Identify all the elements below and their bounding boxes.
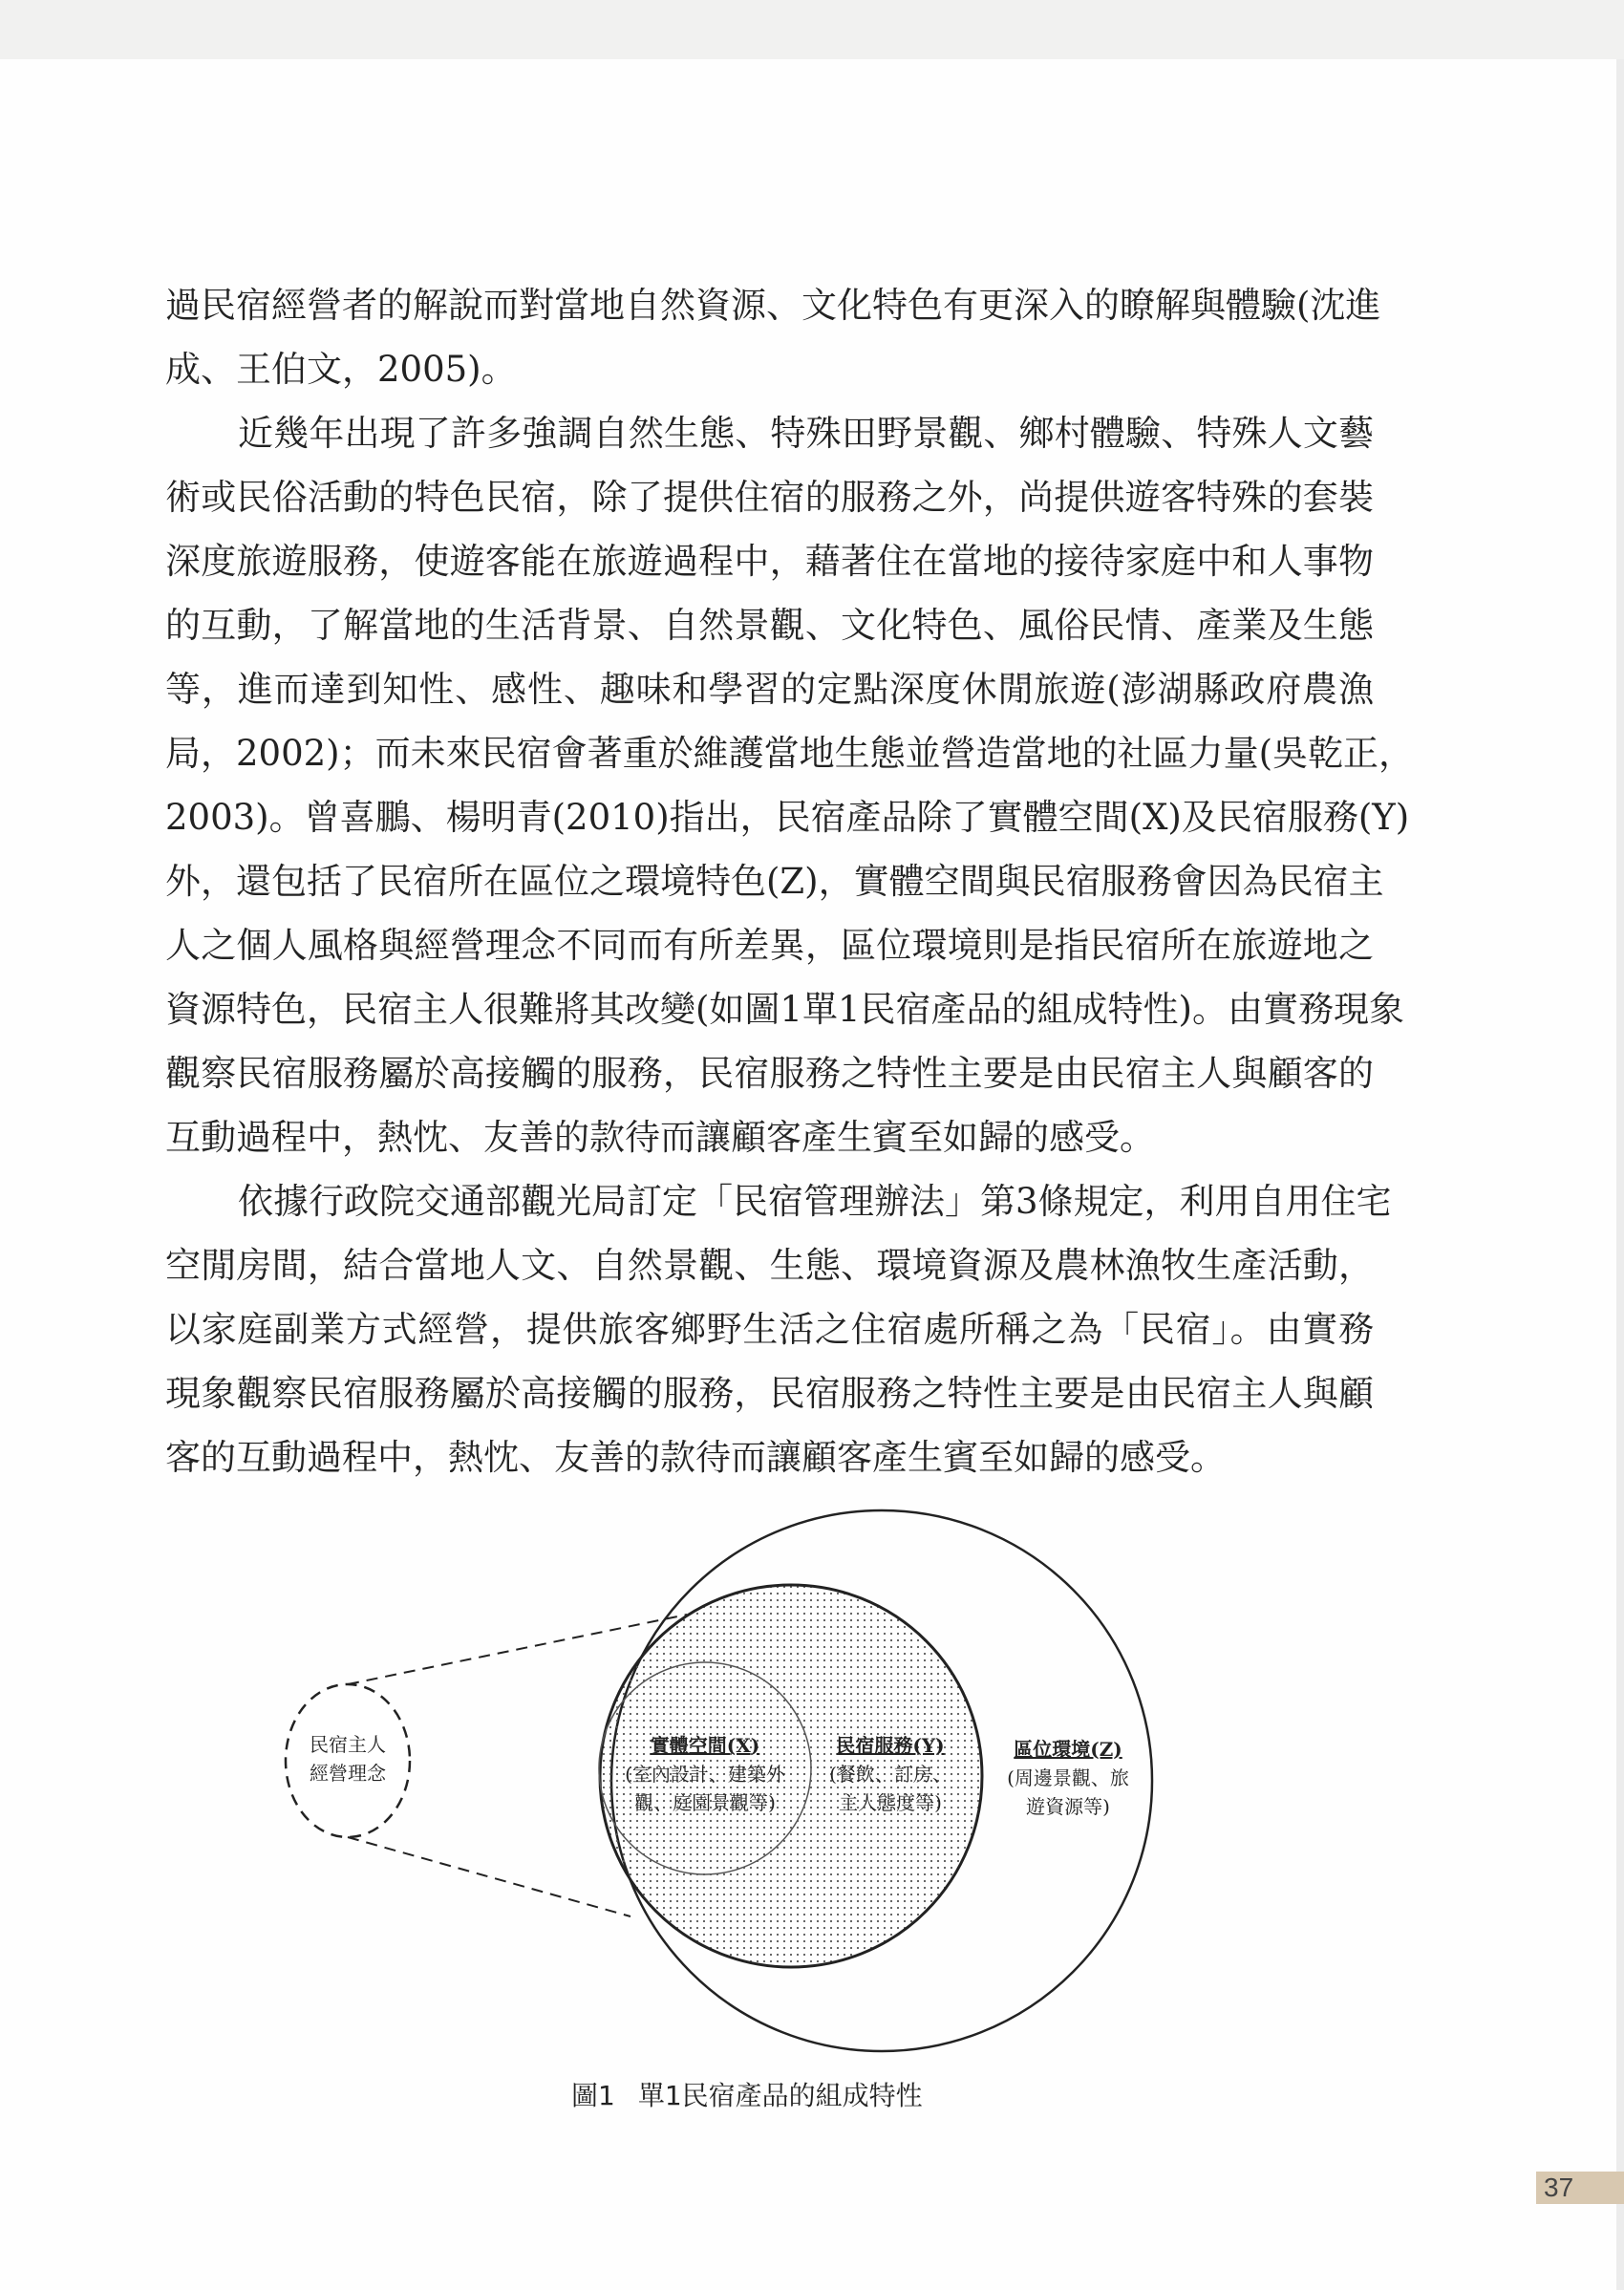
text-line: 依據行政院交通部觀光局訂定「民宿管理辦法」第3條規定，利用自用住宅 [238,1181,1392,1222]
x-label [625,1731,785,1817]
text-line: 資源特色，民宿主人很難將其改變(如圖1單1民宿產品的組成特性)。由實務現象 [165,989,1404,1030]
text-line: 現象觀察民宿服務屬於高接觸的服務，民宿服務之特性主要是由民宿主人與顧 [165,1373,1374,1414]
x-line1: (室內設計、建築外 [625,1763,785,1786]
y-title: 民宿服務(Y) [836,1734,945,1757]
owner-label [310,1730,386,1787]
dashed-connector-bottom [348,1837,630,1916]
y-line2: 主人態度等) [839,1791,942,1814]
z-line1: (周邊景觀、旅 [1007,1766,1129,1789]
text-line: 深度旅遊服務，使遊客能在旅遊過程中，藉著住在當地的接待家庭中和人事物 [165,541,1374,582]
text-line: 客的互動過程中，熱忱、友善的款待而讓顧客產生賓至如歸的感受。 [165,1437,1226,1478]
figure-number: 圖1 [571,2080,615,2111]
text-line: 以家庭副業方式經營，提供旅客鄉野生活之住宿處所稱之為「民宿」。由實務 [165,1309,1374,1350]
text-line: 2003)。曾喜鵬、楊明青(2010)指出，民宿產品除了實體空間(X)及民宿服務(Y) [165,797,1410,838]
text-line: 局，2002)；而未來民宿會著重於維護當地生態並營造當地的社區力量(吳乾正， [165,733,1415,774]
z-label [1007,1735,1129,1821]
z-title: 區位環境(Z) [1014,1738,1122,1761]
owner-label-line2: 經營理念 [310,1762,386,1785]
y-label [829,1731,951,1817]
text-line: 外，還包括了民宿所在區位之環境特色(Z)，實體空間與民宿服務會因為民宿主 [165,861,1384,902]
page-number: 37 [1536,2172,1624,2204]
text-line: 互動過程中，熱忱、友善的款待而讓顧客產生賓至如歸的感受。 [165,1117,1155,1158]
text-line: 近幾年出現了許多強調自然生態、特殊田野景觀、鄉村體驗、特殊人文藝 [238,413,1374,454]
figure-title: 單1民宿產品的組成特性 [637,2080,923,2111]
figure-caption [571,2075,923,2113]
text-line: 術或民俗活動的特色民宿，除了提供住宿的服務之外，尚提供遊客特殊的套裝 [165,477,1374,518]
z-line2: 遊資源等) [1026,1795,1110,1818]
text-line: 等，進而達到知性、感性、趣味和學習的定點深度休閒旅遊(澎湖縣政府農漁 [165,669,1374,710]
text-line: 人之個人風格與經營理念不同而有所差異，區位環境則是指民宿所在旅遊地之 [165,925,1374,966]
text-line: 成、王伯文，2005)。 [165,349,517,390]
x-line2: 觀、庭園景觀等) [634,1791,776,1814]
text-line: 觀察民宿服務屬於高接觸的服務，民宿服務之特性主要是由民宿主人與顧客的 [165,1053,1374,1094]
text-line: 的互動，了解當地的生活背景、自然景觀、文化特色、風俗民情、產業及生態 [165,605,1374,646]
owner-label-line1: 民宿主人 [310,1733,386,1756]
text-line: 空閒房間，結合當地人文、自然景觀、生態、環境資源及農林漁牧生產活動， [165,1245,1374,1286]
x-title: 實體空間(X) [650,1734,760,1757]
y-line1: (餐飲、訂房、 [829,1763,951,1786]
text-line: 過民宿經營者的解說而對當地自然資源、文化特色有更深入的瞭解與體驗(沈進 [165,285,1381,326]
